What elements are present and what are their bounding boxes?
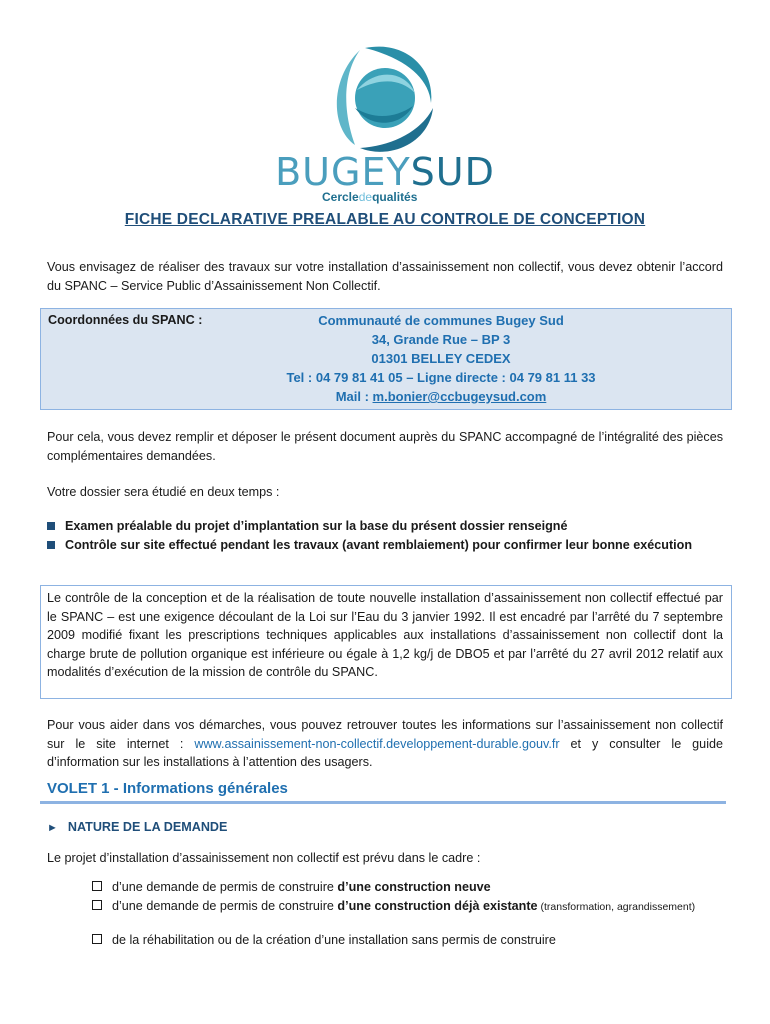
coord-line-phone: Tel : 04 79 81 41 05 – Ligne directe : 04 79 81 11 33 <box>286 370 596 385</box>
coordinates-block <box>241 311 641 406</box>
document-title: FICHE DECLARATIVE PREALABLE AU CONTROLE DE CONCEPTION <box>124 211 646 228</box>
section-divider <box>40 801 726 804</box>
brand-name: BUGEYSUD <box>275 150 495 194</box>
subsection-title: ► NATURE DE LA DEMANDE <box>47 820 228 834</box>
coordinates-label: Coordonnées du SPANC : <box>48 313 203 327</box>
legal-text: Le contrôle de la conception et de la réalisation de toute nouvelle installation d’assainissement non collectif effectué par le SPANC – est une exigence découlant de la Loi sur l’Eau du 3 janvier 1992. Il est encadré par l’arrêté du 7 septembre 2009 modifié fixant les prescriptions techniques applicables aux installations d’assainissement non collectif dont la charge brute de pollution organique est inférieure ou égale à 1,2 kg/j de DBO5 et par l’arrêté du 27 avril 2012 relatif aux modalités d’exécution de la mission de contrôle du SPANC. <box>47 591 723 679</box>
submit-paragraph: Pour cela, vous devez remplir et déposer le présent document auprès du SPANC accompagné de l’intégralité des pièces complémentaires demandées. <box>47 430 723 463</box>
coord-line-street: 34, Grande Rue – BP 3 <box>371 332 511 347</box>
study-paragraph: Votre dossier sera étudié en deux temps : <box>47 485 280 499</box>
coord-line-city: 01301 BELLEY CEDEX <box>371 351 511 366</box>
arrow-right-icon: ► <box>47 822 58 834</box>
checkbox[interactable] <box>92 881 102 891</box>
square-bullet-icon <box>47 541 55 549</box>
intro-paragraph: Vous envisagez de réaliser des travaux sur votre installation d’assainissement non collectif, vous devez obtenir l’accord du SPANC – Service Public d’Assainissement Non Collectif. <box>47 260 723 293</box>
spanc-coordinates-box <box>40 308 732 410</box>
square-bullet-icon <box>47 522 55 530</box>
nature-intro: Le projet d’installation d’assainissement non collectif est prévu dans le cadre : <box>47 851 481 865</box>
step-item: Contrôle sur site effectué pendant les travaux (avant remblaiement) pour confirmer leur bonne exécution <box>47 536 723 555</box>
website-link[interactable]: www.assainissement-non-collectif.developpement-durable.gouv.fr <box>194 736 560 751</box>
step-item: Examen préalable du projet d’implantation sur la base du présent dossier renseigné <box>47 517 723 536</box>
steps-list <box>47 517 723 554</box>
mail-link[interactable]: m.bonier@ccbugeysud.com <box>372 389 547 404</box>
coord-line-mail: Mail : m.bonier@ccbugeysud.com <box>335 389 547 404</box>
swirl-emblem <box>337 47 433 152</box>
nature-option: de la réhabilitation ou de la création d’une installation sans permis de construire <box>47 931 723 950</box>
nature-option: d’une demande de permis de construire d’une construction déjà existante (transformation, agrandissement) <box>47 897 723 917</box>
section-title: VOLET 1 - Informations générales <box>47 780 288 797</box>
coord-line-name: Communauté de communes Bugey Sud <box>318 313 564 328</box>
nature-option: d’une demande de permis de construire d’une construction neuve <box>47 878 723 897</box>
help-paragraph: Pour vous aider dans vos démarches, vous pouvez retrouver toutes les informations sur l’assainissement non collectif sur le site internet : www.assainissement-non-collectif.developpement-durable.gouv.fr et y consulter le guide d’information sur les installations à l’attention des usagers. <box>47 718 723 769</box>
checkbox[interactable] <box>92 934 102 944</box>
checkbox[interactable] <box>92 900 102 910</box>
brand-tagline: Cercledequalités <box>322 190 418 204</box>
